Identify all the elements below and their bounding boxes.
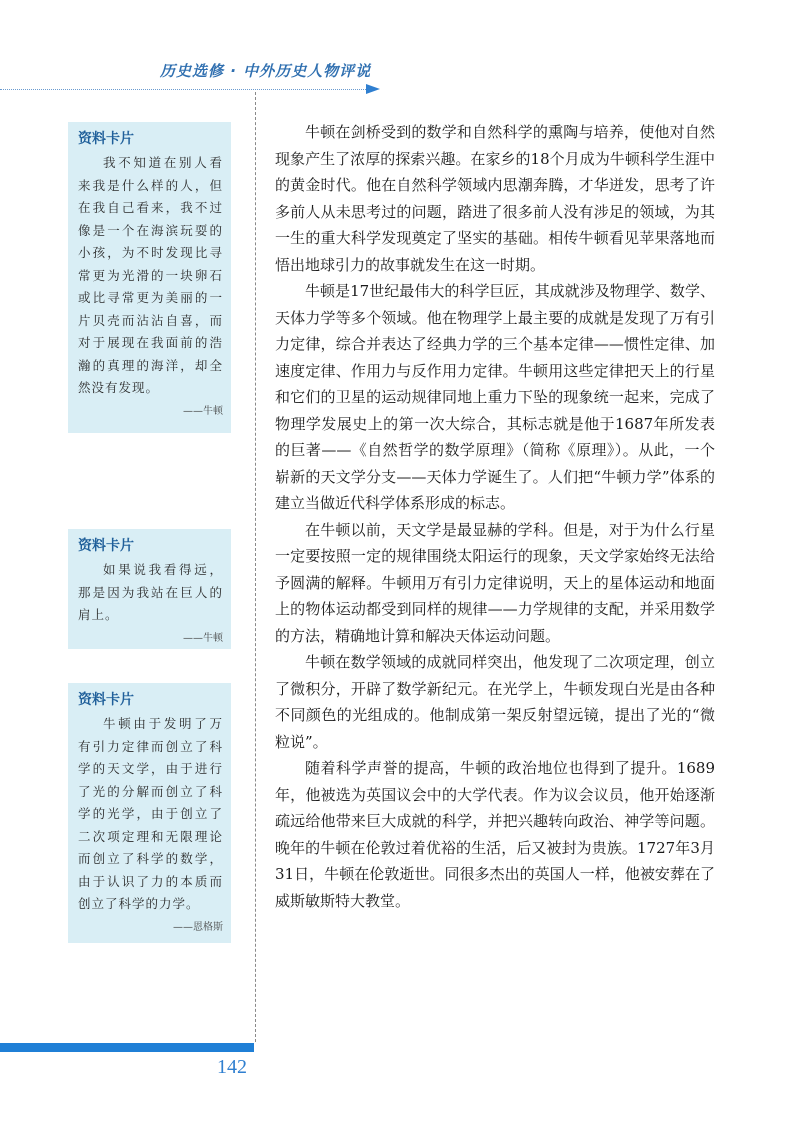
header-arrow-icon [366, 84, 380, 94]
card-signature: ——牛顿 [183, 632, 223, 644]
paragraph: 牛顿在数学领域的成就同样突出，他发现了二次项定理，创立了微积分，开辟了数学新纪元。在光学上，牛顿发现白光是由各种不同颜色的光组成的。他制成第一架反射望远镜，提出了光的“微粒说”。 [275, 653, 715, 751]
footer-bar [0, 1043, 254, 1052]
paragraph: 随着科学声誉的提高，牛顿的政治地位也得到了提升。1689年，他被选为英国议会中的大学代表。作为议会议员，他开始逐渐疏远给他带来巨大成就的科学，并把兴趣转向政治、神学等问题。晚年的牛顿在伦敦过着优裕的生活，后又被封为贵族。1727年3月31日，牛顿在伦敦逝世。同很多杰出的英国人一样，他被安葬在了威斯敏斯特大教堂。 [275, 759, 715, 910]
card-title: 资料卡片 [78, 538, 134, 554]
paragraph: 牛顿在剑桥受到的数学和自然科学的熏陶与培养，使他对自然现象产生了浓厚的探索兴趣。在家乡的18个月成为牛顿科学生涯中的黄金时代。他在自然科学领域内思潮奔腾，才华迸发，思考了许多前人从未思考过的问题，踏进了很多前人没有涉足的领域，为其一生的重大科学发现奠定了坚实的基础。相传牛顿看见苹果落地而悟出地球引力的故事就发生在这一时期。 [275, 123, 715, 274]
page-number: 142 [217, 1056, 247, 1078]
header-divider [0, 89, 372, 90]
card-title: 资料卡片 [78, 131, 134, 147]
card-text: 牛顿由于发明了万有引力定律而创立了科学的天文学，由于进行了光的分解而创立了科学的光学，由于创立了二次项定理和无限理论而创立了科学的数学，由于认识了力的本质而创立了科学的力学。 [78, 716, 223, 911]
header-title: 历史选修 · 中外历史人物评说 [160, 62, 372, 80]
card-signature: ——牛顿 [183, 405, 223, 417]
paragraph: 牛顿是17世纪最伟大的科学巨匠，其成就涉及物理学、数学、天体力学等多个领域。他在物理学上最主要的成就是发现了万有引力定律，综合并表达了经典力学的三个基本定律——惯性定律、加速度定律、作用力与反作用力定律。牛顿用这些定律把天上的行星和它们的卫星的运动规律同地上重力下坠的现象统一起来，完成了物理学发展史上的第一次大综合，其标志就是他于1687年所发表的巨著——《自然哲学的数学原理》（简称《原理》）。从此，一个崭新的天文学分支——天体力学诞生了。人们把“牛顿力学”体系的建立当做近代科学体系形成的标志。 [275, 282, 715, 512]
card-text: 我不知道在别人看来我是什么样的人，但在我自己看来，我不过像是一个在海滨玩耍的小孩，为不时发现比寻常更为光滑的一块卵石或比寻常更为美丽的一片贝壳而沾沾自喜，而对于展现在我面前的浩瀚的真理的海洋，却全然没有发现。 [78, 155, 223, 395]
column-divider [255, 92, 256, 1042]
card-text: 如果说我看得远，那是因为我站在巨人的肩上。 [78, 562, 223, 622]
card-signature: ——恩格斯 [173, 921, 223, 933]
info-card-3 [68, 683, 231, 943]
card-title: 资料卡片 [78, 692, 134, 708]
main-text [275, 119, 715, 914]
info-card-1 [68, 122, 231, 433]
paragraph: 在牛顿以前，天文学是最显赫的学科。但是，对于为什么行星一定要按照一定的规律围绕太阳运行的现象，天文学家始终无法给予圆满的解释。牛顿用万有引力定律说明，天上的星体运动和地面上的物体运动都受到同样的规律——力学规律的支配，并采用数学的方法，精确地计算和解决天体运动问题。 [275, 520, 715, 645]
info-card-2 [68, 529, 231, 649]
